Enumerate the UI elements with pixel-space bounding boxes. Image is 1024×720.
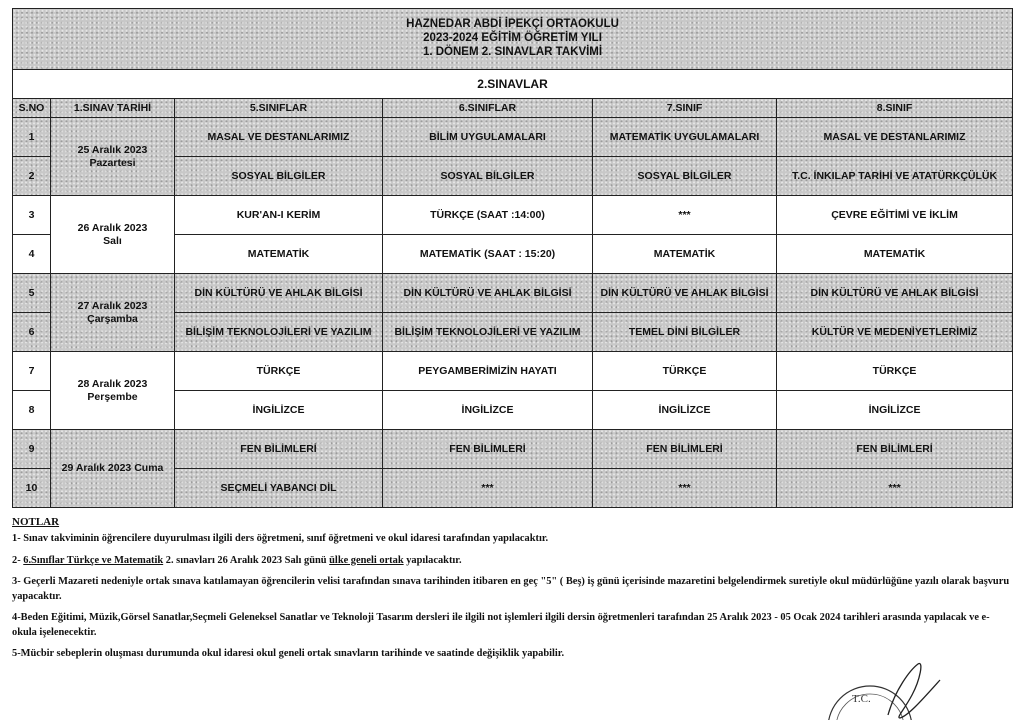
grade5-subject: KUR'AN-I KERİM [175,196,383,235]
note-4: 4-Beden Eğitimi, Müzik,Görsel Sanatlar,Seçmeli Geleneksel Sanatlar ve Teknoloji Tasarım dersleri ile ilgili not işlemleri ilgili dersin öğretmenleri tarafından 25 Aralık 2023 - 05 Ocak 2024 tarihleri arasında yapılacak ve e-okula işelenecektir. [12,612,990,638]
exam-date: 29 Aralık 2023 Cuma [61,462,164,475]
exam-day: Pazartesi [89,156,136,169]
grade8-subject: KÜLTÜR VE MEDENİYETLERİMİZ [777,313,1013,352]
grade7-subject: TÜRKÇE [593,352,777,391]
exam-date-cell [51,196,175,274]
row-number: 5 [13,274,51,313]
schedule-title-block [13,9,1013,70]
exam-day: Salı [103,234,122,247]
academic-year: 2023-2024 EĞİTİM ÖĞRETİM YILI [423,32,602,45]
row-number: 3 [13,196,51,235]
col-header-grade6: 6.SINIFLAR [383,99,593,118]
grade8-subject: T.C. İNKILAP TARİHİ VE ATATÜRKÇÜLÜK [777,157,1013,196]
exam-date-cell [51,274,175,352]
table-row [13,430,1013,469]
grade5-subject: FEN BİLİMLERİ [175,430,383,469]
grade7-subject: FEN BİLİMLERİ [593,430,777,469]
grade6-subject: BİLİM UYGULAMALARI [383,118,593,157]
grade6-subject: SOSYAL BİLGİLER [383,157,593,196]
row-number: 10 [13,469,51,508]
notes-section [12,516,1012,662]
grade8-subject: MATEMATİK [777,235,1013,274]
exam-day: Çarşamba [87,312,138,325]
grade7-subject: TEMEL DİNİ BİLGİLER [593,313,777,352]
exam-date-cell [51,430,175,508]
grade5-subject: MASAL VE DESTANLARIMIZ [175,118,383,157]
grade6-subject: DİN KÜLTÜRÜ VE AHLAK BİLGİSİ [383,274,593,313]
grade7-subject: SOSYAL BİLGİLER [593,157,777,196]
grade7-subject: DİN KÜLTÜRÜ VE AHLAK BİLGİSİ [593,274,777,313]
section-title: 2.SINAVLAR [13,70,1013,99]
row-number: 1 [13,118,51,157]
note-1: 1- Sınav takviminin öğrencilere duyurulması ilgili ders öğretmeni, sınıf öğretmeni ve okul idaresi tarafından yapılacaktır. [12,533,549,544]
signature-stroke [888,663,940,718]
row-number: 9 [13,430,51,469]
col-header-sno: S.NO [13,99,51,118]
exam-day: Perşembe [87,390,138,403]
grade8-subject: MASAL VE DESTANLARIMIZ [777,118,1013,157]
official-stamp-signature [800,660,1010,720]
note-2-prefix: 2- [12,554,24,566]
grade6-subject: MATEMATİK (SAAT : 15:20) [383,235,593,274]
stamp-text: T.C. [852,693,871,705]
exam-date-cell [51,352,175,430]
exam-schedule-sheet [12,8,1012,669]
note-5: 5-Mücbir sebeplerin oluşması durumunda okul idaresi okul geneli ortak sınavların tarihinde ve saatinde değişiklik yapabilir. [12,648,565,660]
grade7-subject: *** [593,469,777,508]
grade8-subject: *** [777,469,1013,508]
grade8-subject: FEN BİLİMLERİ [777,430,1013,469]
note-2-underlined-scope: ülke geneli ortak [329,554,404,566]
grade6-subject: TÜRKÇE (SAAT :14:00) [383,196,593,235]
exam-date: 26 Aralık 2023 [77,221,148,234]
grade7-subject: İNGİLİZCE [593,391,777,430]
grade5-subject: DİN KÜLTÜRÜ VE AHLAK BİLGİSİ [175,274,383,313]
grade6-subject: PEYGAMBERİMİZİN HAYATI [383,352,593,391]
grade5-subject: SEÇMELİ YABANCI DİL [175,469,383,508]
notes-heading: NOTLAR [12,516,60,528]
schedule-title: 1. DÖNEM 2. SINAVLAR TAKVİMİ [422,45,603,58]
grade5-subject: SOSYAL BİLGİLER [175,157,383,196]
row-number: 7 [13,352,51,391]
exam-date: 27 Aralık 2023 [77,299,148,312]
grade8-subject: ÇEVRE EĞİTİMİ VE İKLİM [777,196,1013,235]
grade5-subject: BİLİŞİM TEKNOLOJİLERİ VE YAZILIM [175,313,383,352]
note-3: 3- Geçerli Mazareti nedeniyle ortak sınava katılamayan öğrencilerin velisi tarafından sınava tarihinden itibaren en geç "5" ( Beş) iş günü içerisinde mazaretini belgelendirmek suretiyle okul müdürlüğüne yazılı olarak başvuru yapacaktır. [12,576,1010,602]
table-row [13,274,1013,313]
table-row [13,196,1013,235]
grade6-subject: *** [383,469,593,508]
grade6-subject: BİLİŞİM TEKNOLOJİLERİ VE YAZILIM [383,313,593,352]
exam-date: 28 Aralık 2023 [77,377,148,390]
note-2-middle: 2. sınavları 26 Aralık 2023 Salı günü [163,554,330,566]
grade5-subject: İNGİLİZCE [175,391,383,430]
grade6-subject: İNGİLİZCE [383,391,593,430]
grade5-subject: MATEMATİK [175,235,383,274]
row-number: 6 [13,313,51,352]
grade8-subject: TÜRKÇE [777,352,1013,391]
grade5-subject: TÜRKÇE [175,352,383,391]
grade6-subject: FEN BİLİMLERİ [383,430,593,469]
row-number: 2 [13,157,51,196]
grade7-subject: *** [593,196,777,235]
exam-schedule-table [12,8,1013,508]
table-row [13,352,1013,391]
school-name: HAZNEDAR ABDİ İPEKÇİ ORTAOKULU [406,18,619,31]
exam-date-cell [51,118,175,196]
note-2-suffix: yapılacaktır. [403,554,462,566]
row-number: 8 [13,391,51,430]
row-number: 4 [13,235,51,274]
col-header-grade8: 8.SINIF [777,99,1013,118]
grade7-subject: MATEMATİK [593,235,777,274]
grade8-subject: DİN KÜLTÜRÜ VE AHLAK BİLGİSİ [777,274,1013,313]
grade8-subject: İNGİLİZCE [777,391,1013,430]
col-header-date: 1.SINAV TARİHİ [51,99,175,118]
note-2-underlined-subjects: 6.Sınıflar Türkçe ve Matematik [23,554,164,566]
note-2 [12,554,1012,569]
grade7-subject: MATEMATİK UYGULAMALARI [593,118,777,157]
col-header-grade5: 5.SINIFLAR [175,99,383,118]
exam-date: 25 Aralık 2023 [77,143,148,156]
col-header-grade7: 7.SINIF [593,99,777,118]
table-row [13,118,1013,157]
